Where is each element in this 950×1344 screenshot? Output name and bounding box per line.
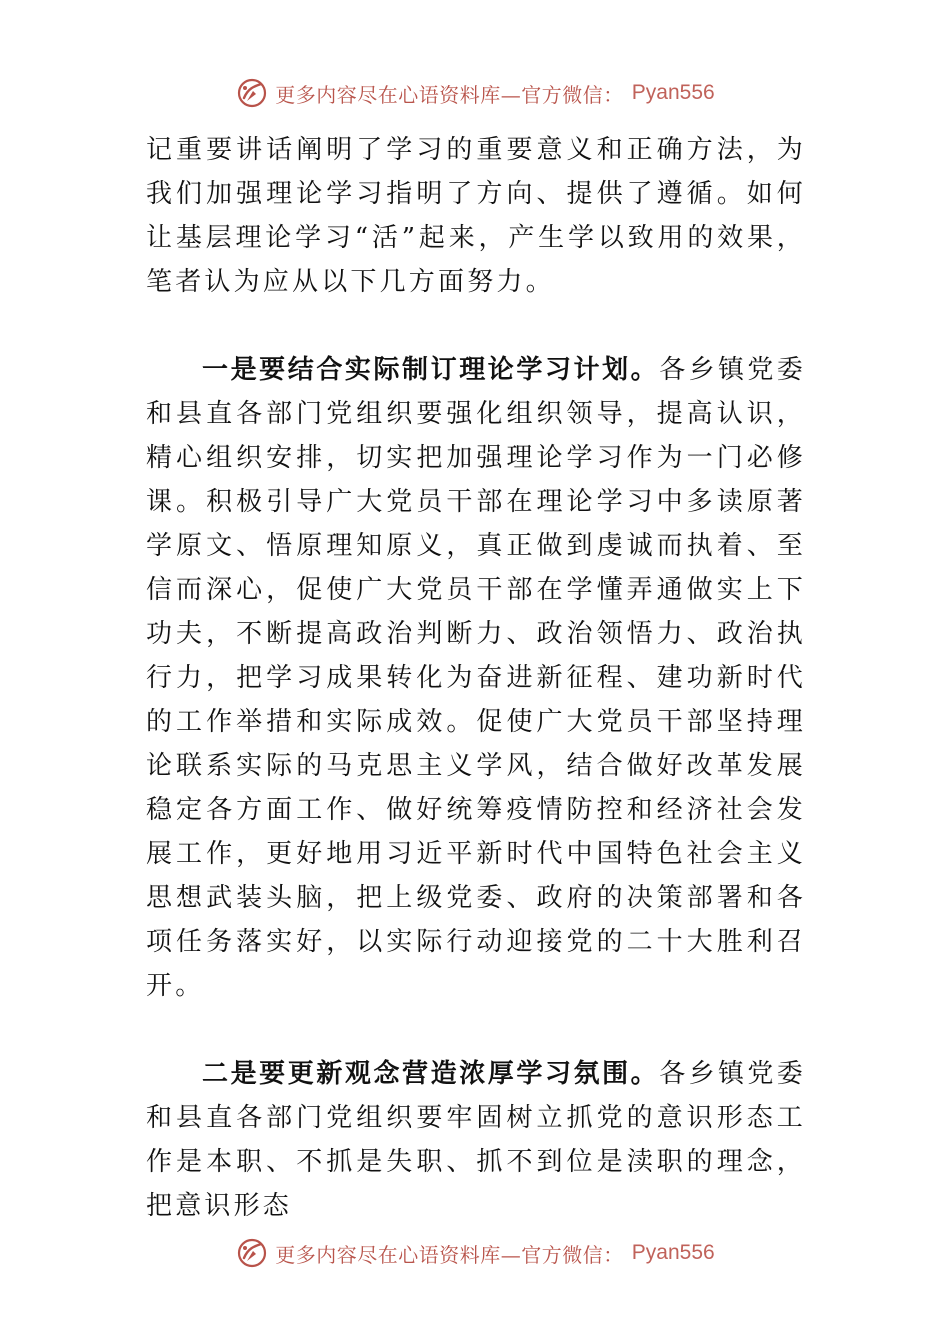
paragraph-point-two [146,1052,806,1228]
paragraph-gap [146,1008,806,1052]
watermark-id: Pyan556 [631,1241,715,1264]
pen-swirl-logo-icon [235,76,269,110]
pen-swirl-logo-icon [235,1236,269,1270]
paragraph-intro [146,128,806,304]
watermark-text: 更多内容尽在心语资料库—官方微信： [275,82,624,107]
document-body [146,128,806,1228]
paragraph-body: 各乡镇党委和县直各部门党组织要强化组织领导，提高认识，精心组织安排，切实把加强理论学习作为一门必修课。积极引导广大党员干部在理论学习中多读原著学原文、悟原理知原义，真正做到虔诚而执着、至信而深心，促使广大党员干部在学懂弄通做实上下功夫，不断提高政治判断力、政治领悟力、政治执行力，把学习成果转化为奋进新征程、建功新时代的工作举措和实际成效。促使广大党员干部坚持理论联系实际的马克思主义学风，结合做好改革发展稳定各方面工作、做好统筹疫情防控和经济社会发展工作，更好地用习近平新时代中国特色社会主义思想武装头脑，把上级党委、政府的决策部署和各项任务落实好，以实际行动迎接党的二十大胜利召开。 [146,355,806,1001]
paragraph-body: 记重要讲话阐明了学习的重要意义和正确方法，为我们加强理论学习指明了方向、提供了遵循。如何让基层理论学习“活”起来，产生学以致用的效果，笔者认为应从以下几方面努力。 [146,135,806,297]
watermark-footer [0,1233,950,1273]
watermark-header [0,73,950,113]
paragraph-gap [146,304,806,348]
paragraph-body: 各乡镇党委和县直各部门党组织要牢固树立抓党的意识形态工作是本职、不抓是失职、抓不到位是渎职的理念，把意识形态 [146,1059,806,1221]
watermark-text: 更多内容尽在心语资料库—官方微信： [275,1242,624,1267]
paragraph-lead: 一是要结合实际制订理论学习计划。 [202,355,660,385]
watermark-id: Pyan556 [631,81,715,104]
paragraph-point-one [146,348,806,1008]
paragraph-lead: 二是要更新观念营造浓厚学习氛围。 [202,1059,660,1089]
